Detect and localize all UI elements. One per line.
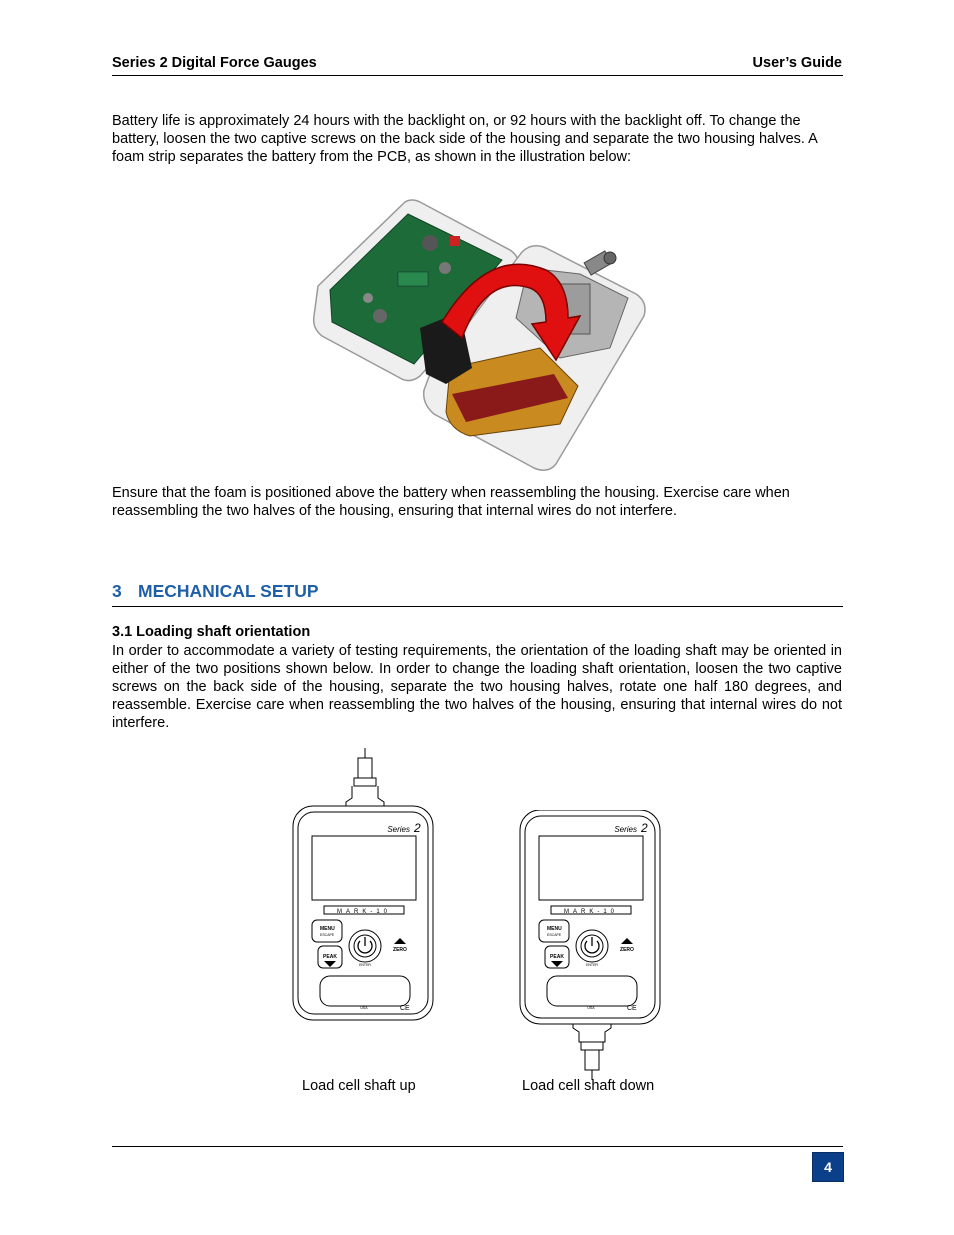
section-number: 3	[112, 581, 122, 601]
header-guide: User’s Guide	[752, 55, 842, 71]
peak-label: PEAK	[323, 954, 337, 960]
foam-paragraph: Ensure that the foam is positioned above the battery when reassembling the housing. Exercise care when reassembling the two halves of the housing, ensuring that internal wires do not interfere.	[112, 485, 790, 519]
escape-label: ESCAPE	[547, 933, 562, 937]
peak-label: PEAK	[550, 954, 564, 960]
section-title: MECHANICAL SETUP	[138, 581, 319, 601]
enter-label: ENTER	[359, 963, 371, 967]
page-number: 4	[812, 1152, 844, 1182]
header-title: Series 2 Digital Force Gauges	[112, 55, 317, 71]
up-arrow-icon	[394, 938, 406, 944]
usa-label: USA	[587, 1006, 595, 1010]
zero-label: ZERO	[393, 947, 407, 953]
escape-label: ESCAPE	[320, 933, 335, 937]
ce-mark: CE	[400, 1005, 410, 1012]
battery-illustration	[310, 198, 650, 473]
down-arrow-icon	[324, 961, 336, 967]
header-rule	[112, 75, 843, 76]
brand-text: MARK-10	[336, 909, 392, 915]
gauge-shaft-up	[290, 748, 440, 1023]
menu-label: MENU	[320, 926, 335, 932]
caption-shaft-down: Load cell shaft down	[522, 1078, 655, 1094]
section-rule	[112, 606, 843, 607]
shaft-paragraph: In order to accommodate a variety of testing requirements, the orientation of the loading shaft may be oriented in either of the two positions shown below. In order to change the loading shaft orientation, loosen the two captive screws on the back side of the housing, separate the two housing halves, rotate one half 180 degrees, and reassemble. Exercise care when reassembling the two halves of the housing, ensuring that internal wires do not interfere.	[112, 643, 842, 731]
footer-rule	[112, 1146, 843, 1147]
enter-label: ENTER	[586, 963, 598, 967]
zero-label: ZERO	[620, 947, 634, 953]
power-icon	[358, 937, 372, 953]
down-arrow-icon	[551, 961, 563, 967]
subsection-heading: 3.1 Loading shaft orientation	[112, 624, 311, 640]
power-icon	[585, 937, 599, 953]
brand-text: MARK-10	[563, 909, 619, 915]
menu-label: MENU	[547, 926, 562, 932]
usa-label: USA	[360, 1006, 368, 1010]
section-heading	[112, 581, 319, 602]
series-text: Series	[387, 825, 410, 834]
up-arrow-icon	[621, 938, 633, 944]
gauge-shaft-down	[517, 810, 667, 1080]
ce-mark: CE	[627, 1005, 637, 1012]
series-num: 2	[414, 821, 421, 835]
series-num: 2	[641, 821, 648, 835]
battery-paragraph: Battery life is approximately 24 hours with the backlight on, or 92 hours with the backlight off. To change the battery, loosen the two captive screws on the back side of the housing and separate the two housing halves. A foam strip separates the battery from the PCB, as shown in the illustration below:	[112, 113, 818, 165]
caption-shaft-up: Load cell shaft up	[302, 1078, 416, 1094]
series-text: Series	[614, 825, 637, 834]
